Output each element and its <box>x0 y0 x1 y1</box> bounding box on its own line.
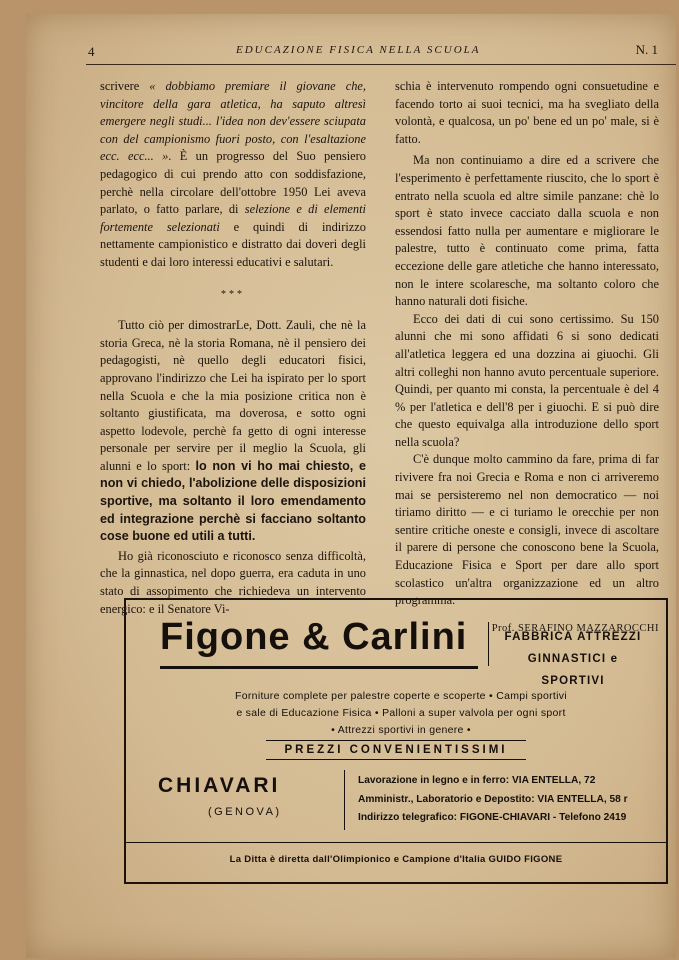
supplies-line: e sale di Educazione Fisica • Palloni a super valvola per ogni sport <box>236 707 566 719</box>
left-column <box>100 78 366 618</box>
address-line: Indirizzo telegrafico: FIGONE-CHIAVARI - Telefono 2419 <box>358 812 627 823</box>
author-signature: Prof. SERAFINO MAZZAROCCHI <box>491 622 659 634</box>
right-paragraph-2: Ma non continuiamo a dire ed a scrivere che l'esperimento è perfettamente riuscito, che lo sport è entrato nella scuola ed altre simile panzane: chè lo sport è stato invece cacciato dalla scuola e non essendosi fatto nulla per aumentare e migliorare le palestre, tutto è continuato come prima, fatta eccezione delle gare atletiche che hanno interessato, non le intere scolaresche, ma soltanto coloro che hanno naturali doti fisiche. <box>395 153 659 309</box>
divider <box>344 770 345 830</box>
prices-banner: PREZZI CONVENIENTISSIMI <box>266 740 526 760</box>
advertisement-box <box>124 598 668 884</box>
ad-footer: La Ditta è diretta dall'Olimpionico e Campione d'Italia GUIDO FIGONE <box>229 854 563 865</box>
bold-statement: lo non vi ho mai chiesto, e non vi chiedo, l'abolizione delle disposizioni sportive, ma soltanto il loro emendamento ed integrazione perchè si facciano soltanto cose buone ed utili a tutti. <box>100 458 366 544</box>
right-column <box>395 78 659 637</box>
left-paragraph-2 <box>100 317 366 546</box>
quoted-circular: « dobbiamo premiare il giovane che, vincitore della gara atletica, ha saputo altresì emergere negli studi... l'idea non dev'essere sciupata con del campionismo fuori posto, con l'esaltazione ecc. ecc... » <box>100 79 366 164</box>
issue-number: N. 1 <box>635 42 658 57</box>
left-paragraph-1 <box>100 78 366 272</box>
tagline-line: GINNASTICI e SPORTIVI <box>527 653 619 687</box>
brand-tagline <box>498 626 648 692</box>
page-number: 4 <box>88 44 95 59</box>
right-paragraph-1: schia è intervenuto rompendo ogni consuetudine e facendo torto ai suoi tecnici, ma ha svegliato della volontà, e qualcosa, un po' bene ed un po' male, si è fatto. <box>395 79 659 146</box>
supplies-line: Forniture complete per palestre coperte e scoperte • Campi sportivi <box>235 690 567 702</box>
section-separator: *** <box>221 288 245 300</box>
supplies-line: • Attrezzi sportivi in genere • <box>331 724 471 736</box>
left-paragraph-3: Ho già riconosciuto e riconosco senza difficoltà, che la ginnastica, nel dopo guerra, era caduta in uno stato di assopimento che richiedeva un intervento energico: e il Senatore Vi- <box>100 548 366 616</box>
tagline-line: FABBRICA ATTREZZI <box>504 631 642 643</box>
text-run: . È un progresso del Suo pensiero pedagogico di cui prendo atto con soddisfazione, perchè nella circolare dell'ottobre 1950 Lei aveva parlato, o fatto parlare, di <box>100 149 366 217</box>
right-paragraph-3: Ecco dei dati di cui sono certissimo. Su 150 alunni che mi sono affidati 6 si sono dedicati all'atletica leggera ed una dozzina ai giuochi. Gli altri colleghi non hanno avuto percentuale superiore. Quindi, per quanto mi consta, la percentuale è del 4 % per l'atletica e dell'8 per i giuochi. E si può dire che questo equivalga alla introduzione dello sport nella scuola? <box>395 311 659 449</box>
brand-name: Figone & Carlini <box>160 616 468 658</box>
text-run: Tutto ciò per dimostrarLe, Dott. Zauli, che nè la storia Greca, nè la storia Romana, nè il pensiero dei pedagogisti, nè quello degli educatori fisici, approvano l'indirizzo che Lei ha ispirato per lo sport nella Scuola e che la mia posizione critica non è soltanto giustificata, ma doverosa, e sotto ogni aspetto lodevole, perchè fa getto di ogni interesse personale per servire per il meglio la Scuola, gli alunni e lo sport: <box>100 318 366 473</box>
city-name: CHIAVARI <box>158 774 281 797</box>
supplies-list <box>166 688 636 739</box>
page-sheet <box>26 14 676 958</box>
text-run: e quindi di indirizzo nettamente campionistico e distratto dai doveri degli studenti e dai loro interessi educativi e salutari. <box>100 219 366 269</box>
address-line: Amministr., Laboratorio e Depostito: VIA ENTELLA, 58 r <box>358 793 628 805</box>
address-block <box>358 772 658 828</box>
brand-underline <box>160 666 478 669</box>
italic-phrase: selezione e di elementi fortemente selezionati <box>100 202 367 234</box>
text-run: scrivere <box>100 79 150 93</box>
address-line: Lavorazione in legno e in ferro: VIA ENTELLA, 72 <box>358 775 596 786</box>
province-name: (GENOVA) <box>208 806 282 818</box>
divider <box>126 842 666 843</box>
divider <box>488 622 489 666</box>
right-paragraph-4: C'è dunque molto cammino da fare, prima di far rivivere fra noi Grecia e Roma e non ci arriveremo mai se persisteremo nel non democratico — noi tiriamo diritto — e ci turiamo le orecchie per non sentire critiche oneste e consigli, invece di ascoltare il parere di persone che conoscono bene la Scuola, Educazione Fisica e Sport per dare allo sport scolastico un'altra organizzazione ed un altro programma. <box>395 452 659 608</box>
page-header <box>86 34 676 65</box>
running-title: EDUCAZIONE FISICA NELLA SCUOLA <box>236 44 481 56</box>
